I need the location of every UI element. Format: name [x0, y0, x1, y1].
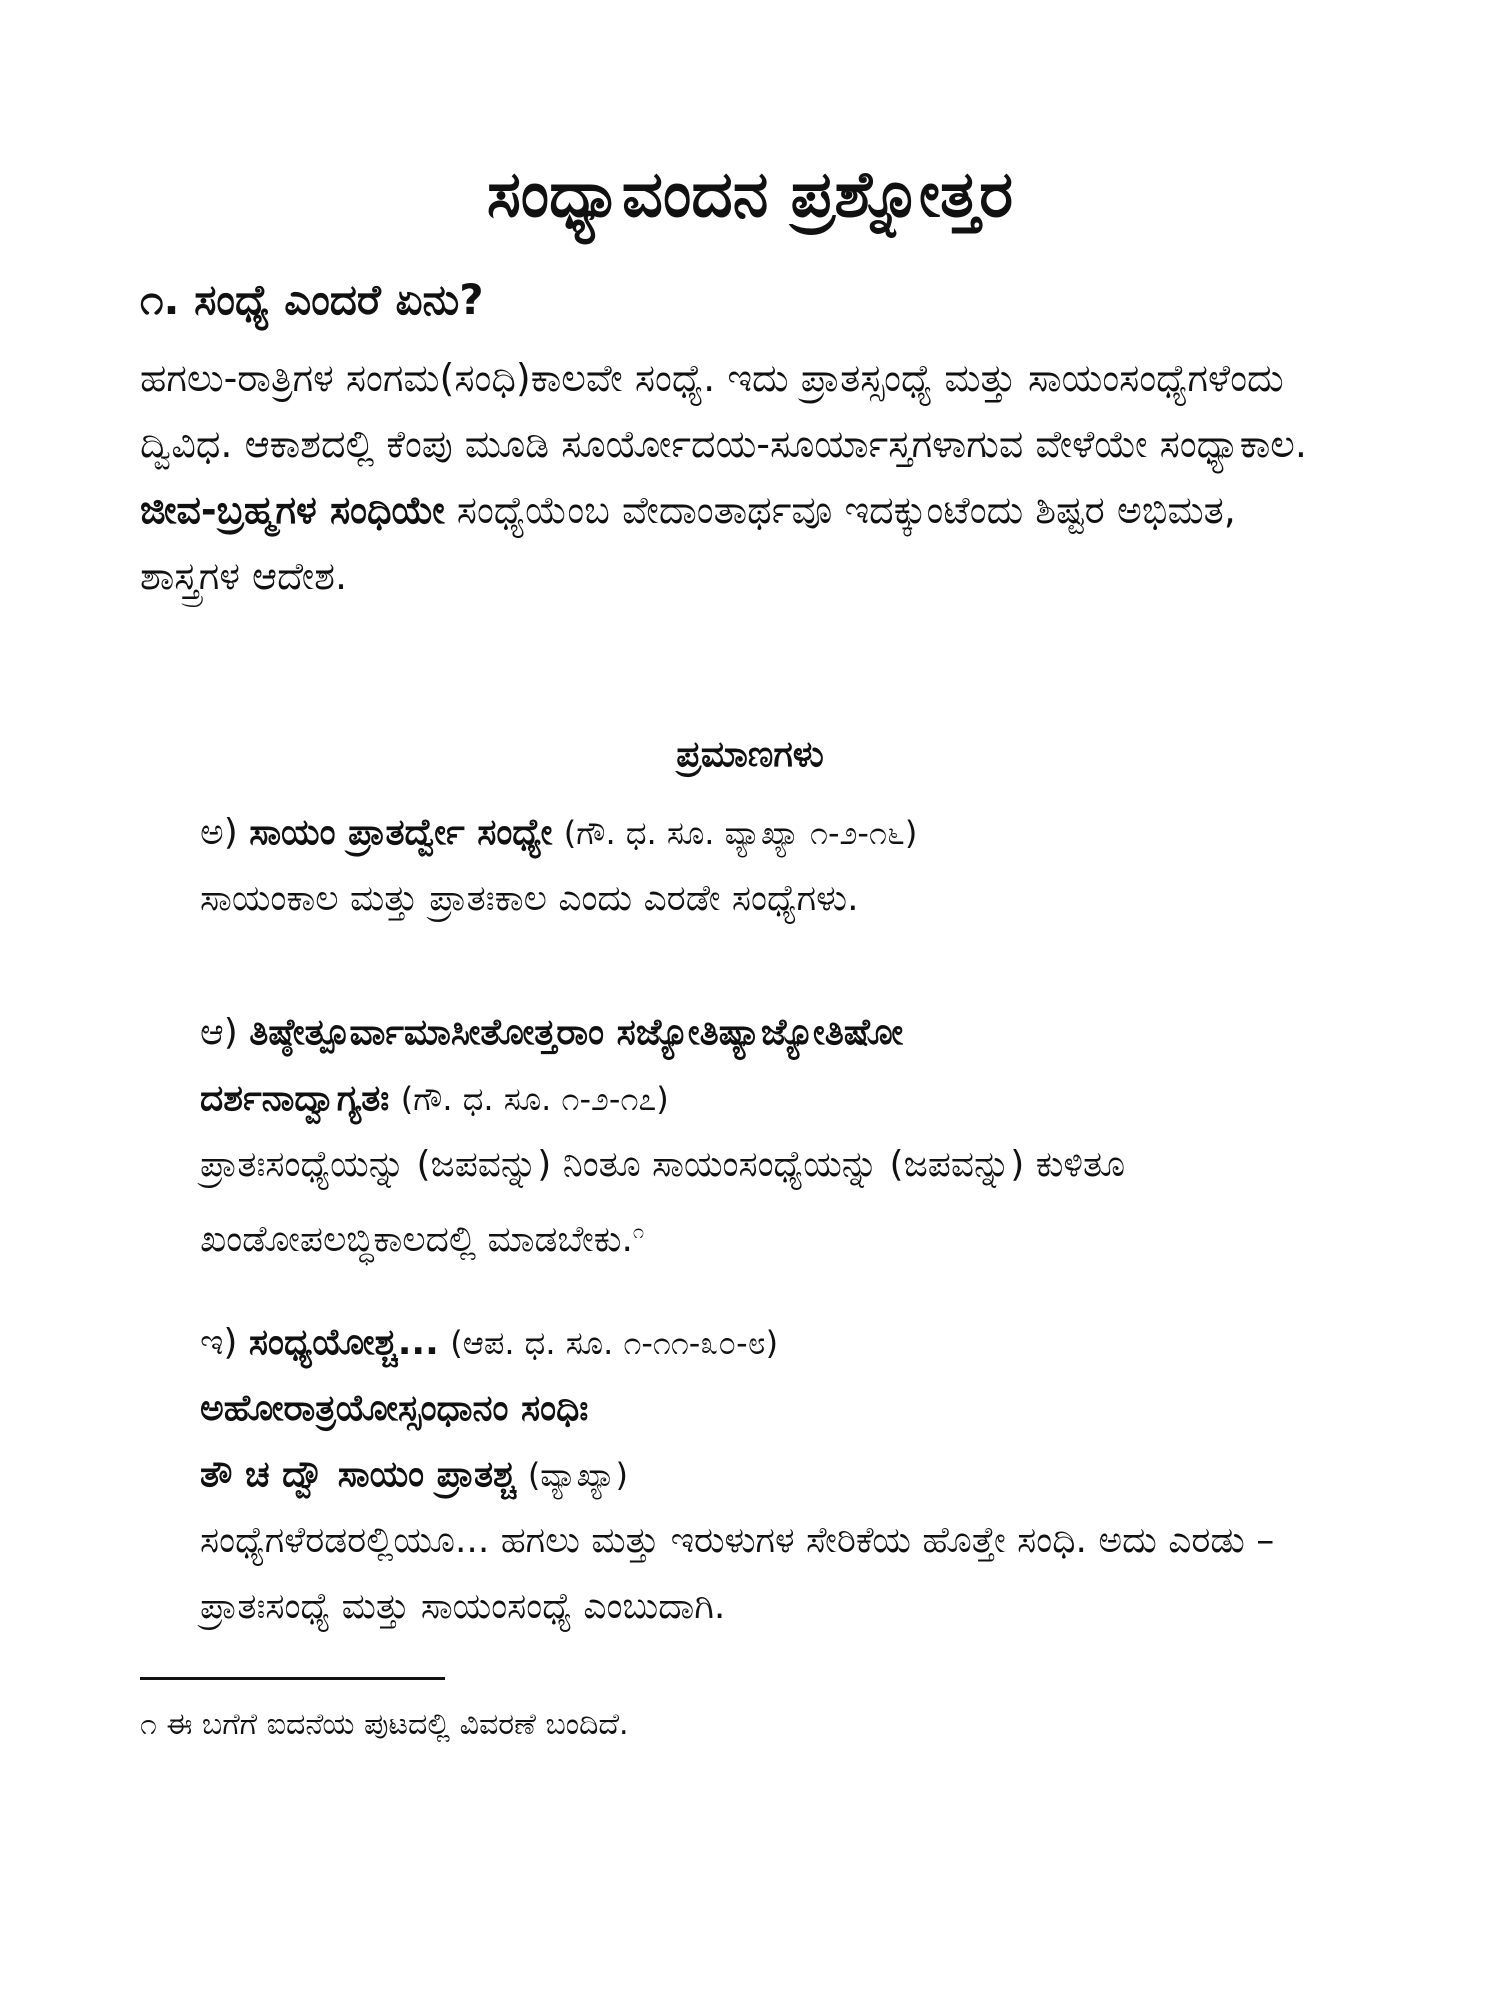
pramana-verse-line2: ಅಹೋರಾತ್ರಯೋಸ್ಸಂಧಾನಂ ಸಂಧಿಃ	[200, 1388, 589, 1429]
pramana-verse: ಸಾಯಂ ಪ್ರಾತರ್ದ್ವೇ ಸಂಧ್ಯೇ	[249, 812, 553, 853]
page-title: ಸಂಧ್ಯಾವಂದನ ಪ್ರಶ್ನೋತ್ತರ	[486, 158, 1014, 232]
pramana-verse-line2: ದರ್ಶನಾದ್ವಾಗ್ಯತಃ	[200, 1078, 390, 1119]
pramana-block-3	[200, 1310, 1340, 1640]
pramana-block-1	[200, 800, 1340, 932]
footnote-divider	[140, 1677, 445, 1680]
pramana-meaning: ಸಂಧ್ಯೆಗಳೆರಡರಲ್ಲಿಯೂ... ಹಗಲು ಮತ್ತು ಇರುಳುಗಳ ಸೇರಿಕೆಯ ಹೊತ್ತೇ ಸಂಧಿ. ಅದು ಎರಡು – ಪ್ರಾತಃಸಂಧ್ಯೆ ಮತ್ತು ಸಾಯಂಸಂಧ್ಯೆ ಎಂಬುದಾಗಿ.	[200, 1520, 1275, 1627]
footnote-marker: ೧	[632, 1219, 645, 1243]
footnote: ೧ ಈ ಬಗೆಗೆ ಐದನೆಯ ಪುಟದಲ್ಲಿ ವಿವರಣೆ ಬಂದಿದೆ.	[140, 1707, 629, 1742]
pramana-block-2	[200, 1000, 1340, 1273]
pramana-marker: ಆ)	[200, 1012, 238, 1053]
pramana-verse-line1: ಸಂಧ್ಯಯೋಶ್ಚ...	[248, 1322, 439, 1363]
section-heading: ಪ್ರಮಾಣಗಳು	[676, 734, 824, 775]
answer-text-b: ಸಂಧ್ಯೆಯೆಂಬ ವೇದಾಂತಾರ್ಥವೂ ಇದಕ್ಕುಂಟೆಂದು ಶಿಷ್ಟರ ಅಭಿಮತ, ಶಾಸ್ತ್ರಗಳ ಆದೇಶ.	[140, 488, 1236, 598]
pramana-marker: ಅ)	[200, 812, 238, 853]
pramana-verse-line1: ತಿಷ್ಠೇತ್ಪೂರ್ವಾಮಾಸೀತೋತ್ತರಾಂ ಸಜ್ಯೋತಿಷ್ಯಾಜ್ಯೋತಿಷೋ	[249, 1012, 904, 1053]
pramana-verse-line3: ತೌ ಚ ದ್ವೌ ಸಾಯಂ ಪ್ರಾತಶ್ಚ	[200, 1454, 517, 1495]
pramana-reference: (ಗೌ. ಧ. ಸೂ. ವ್ಯಾಖ್ಯಾ ೧-೨-೧೬)	[563, 814, 918, 852]
pramana-reference: (ಆಪ. ಧ. ಸೂ. ೧-೧೧-೩೦-೮)	[450, 1324, 779, 1362]
pramana-meaning: ಸಾಯಂಕಾಲ ಮತ್ತು ಪ್ರಾತಃಕಾಲ ಎಂದು ಎರಡೇ ಸಂಧ್ಯೆಗಳು.	[200, 878, 859, 919]
question-heading: ೧. ಸಂಧ್ಯೆ ಎಂದರೆ ಏನು?	[140, 275, 484, 324]
pramana-reference-2: (ವ್ಯಾಖ್ಯಾ)	[527, 1456, 629, 1494]
pramana-reference: (ಗೌ. ಧ. ಸೂ. ೧-೨-೧೭)	[400, 1080, 669, 1118]
answer-paragraph	[140, 345, 1340, 609]
answer-text-bold: ಜೀವ-ಬ್ರಹ್ಮಗಳ ಸಂಧಿಯೇ	[140, 488, 445, 532]
pramana-meaning: ಪ್ರಾತಃಸಂಧ್ಯೆಯನ್ನು (ಜಪವನ್ನು) ನಿಂತೂ ಸಾಯಂಸಂಧ್ಯೆಯನ್ನು (ಜಪವನ್ನು) ಕುಳಿತೂ ಖಂಡೋಪಲಬ್ಧಿಕಾಲದಲ್ಲಿ ಮಾಡಬೇಕು.	[200, 1144, 1126, 1260]
answer-text-a: ಹಗಲು-ರಾತ್ರಿಗಳ ಸಂಗಮ(ಸಂಧಿ)ಕಾಲವೇ ಸಂಧ್ಯೆ. ಇದು ಪ್ರಾತಸ್ಸಂಧ್ಯೆ ಮತ್ತು ಸಾಯಂಸಂಧ್ಯೆಗಳೆಂದು ದ್ವಿವಿಧ. ಆಕಾಶದಲ್ಲಿ ಕೆಂಪು ಮೂಡಿ ಸೂರ್ಯೋದಯ-ಸೂರ್ಯಾಸ್ತಗಳಾಗುವ ವೇಳೆಯೇ ಸಂಧ್ಯಾಕಾಲ.	[140, 356, 1308, 466]
pramana-marker: ಇ)	[200, 1322, 238, 1363]
